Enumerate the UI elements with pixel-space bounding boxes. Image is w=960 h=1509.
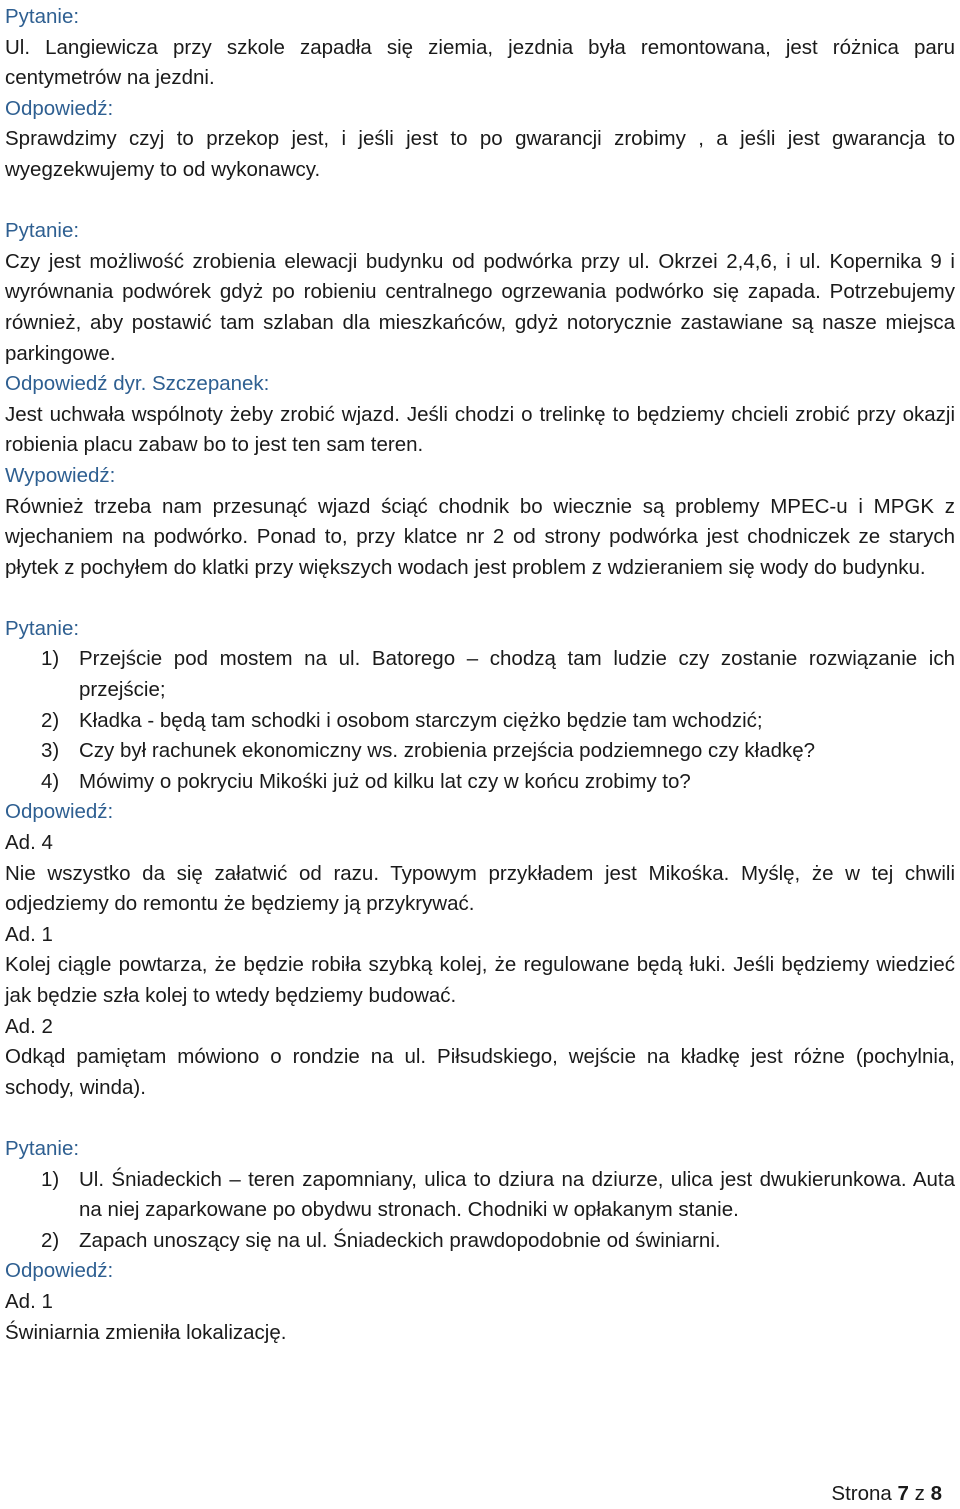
spacer	[5, 583, 955, 614]
statement-text: Również trzeba nam przesunąć wjazd ściąć chodnik bo wiecznie są problemy MPEC-u i MPGK z wjechaniem na podwórko. Ponad to, przy klatce nr 2 od strony podwórka jest chodniczek ze starych płytek z pochyłem do klatki przy większych wodach jest problem z wdzieraniem się wody do budynku.	[5, 494, 955, 579]
answer-text: Sprawdzimy czyj to przekop jest, i jeśli jest to po gwarancji zrobimy , a jeśli jest gwarancja to wyegzekwujemy to od wykonawcy.	[5, 127, 955, 181]
list-item-number: 4)	[41, 769, 60, 793]
document-page	[5, 2, 955, 1348]
statement-label: Wypowiedź:	[5, 463, 116, 487]
answer-label: Odpowiedź dyr. Szczepanek:	[5, 372, 270, 396]
list-item-number: 2)	[41, 1228, 60, 1252]
spacer	[5, 1103, 955, 1134]
page-number-current: 7	[897, 1482, 909, 1505]
question-list	[5, 1165, 955, 1257]
page-number-separator: z	[914, 1482, 925, 1505]
question-text: Czy jest możliwość zrobienia elewacji budynku od podwórka przy ul. Okrzei 2,4,6, i ul. Kopernika 9 i wyrównania podwórek gdyż po robieniu centralnego ogrzewania podwórko się zapada. Potrzebujemy również, aby postawić tam szlaban dla mieszkańców, gdyż notorycznie zastawiane są nasze miejsca parkingowe.	[5, 249, 955, 365]
answer-label: Odpowiedź:	[5, 96, 114, 120]
page-number	[831, 1480, 942, 1508]
list-item-number: 1)	[41, 647, 60, 671]
ad-heading: Ad. 1	[5, 1289, 53, 1313]
list-item-number: 2)	[41, 708, 60, 732]
question-text: Ul. Langiewicza przy szkole zapadła się ziemia, jezdnia była remontowana, jest różnica paru centymetrów na jezdni.	[5, 35, 955, 90]
list-item	[5, 644, 955, 705]
answer-text: Odkąd pamiętam mówiono o rondzie na ul. Piłsudskiego, wejście na kładkę jest różne (pochylnia, schody, winda).	[5, 1045, 955, 1099]
answer-label: Odpowiedź:	[5, 800, 114, 824]
list-item	[5, 1165, 955, 1226]
list-item-text: Przejście pod mostem na ul. Batorego – chodzą tam ludzie czy zostanie rozwiązanie ich przejście;	[79, 647, 955, 702]
question-label: Pytanie:	[5, 616, 80, 640]
list-item-text: Czy był rachunek ekonomiczny ws. zrobienia przejścia podziemnego czy kładkę?	[79, 739, 816, 763]
question-list	[5, 644, 955, 797]
list-item	[5, 767, 955, 798]
list-item-text: Mówimy o pokryciu Mikośki już od kilku lat czy w końcu zrobimy to?	[79, 769, 691, 793]
ad-heading: Ad. 2	[5, 1014, 53, 1038]
list-item	[5, 706, 955, 737]
answer-label: Odpowiedź:	[5, 1259, 114, 1283]
ad-heading: Ad. 4	[5, 831, 53, 855]
spacer	[5, 186, 955, 217]
list-item	[5, 1226, 955, 1257]
ad-heading: Ad. 1	[5, 922, 53, 946]
answer-text: Jest uchwała wspólnoty żeby zrobić wjazd. Jeśli chodzi o trelinkę to będziemy chcieli zrobić przy okazji robienia placu zabaw bo to jest ten sam teren.	[5, 402, 955, 457]
answer-text: Świniarnia zmieniła lokalizację.	[5, 1320, 287, 1344]
page-number-prefix: Strona	[831, 1482, 892, 1505]
list-item-text: Ul. Śniadeckich – teren zapomniany, ulica to dziura na dziurze, ulica jest dwukierunkowa. Auta na niej zaparkowane po obydwu stronach. Chodniki w opłakanym stanie.	[79, 1167, 955, 1222]
page-number-total: 8	[930, 1482, 942, 1505]
answer-text: Nie wszystko da się załatwić od razu. Typowym przykładem jest Mikośka. Myślę, że w tej chwili odjedziemy do remontu że będziemy ją przykrywać.	[5, 861, 955, 916]
answer-text: Kolej ciągle powtarza, że będzie robiła szybką kolej, że regulowane będą łuki. Jeśli będziemy wiedzieć jak będzie szła kolej to wtedy będziemy budować.	[5, 953, 955, 1007]
list-item-text: Zapach unoszący się na ul. Śniadeckich prawdopodobnie od świniarni.	[79, 1228, 721, 1252]
list-item-number: 3)	[41, 739, 60, 763]
question-label: Pytanie:	[5, 1136, 80, 1160]
list-item-number: 1)	[41, 1167, 60, 1191]
list-item	[5, 736, 955, 767]
list-item-text: Kładka - będą tam schodki i osobom starczym ciężko będzie tam wchodzić;	[79, 708, 763, 732]
question-label: Pytanie:	[5, 219, 80, 243]
question-label: Pytanie:	[5, 5, 80, 28]
